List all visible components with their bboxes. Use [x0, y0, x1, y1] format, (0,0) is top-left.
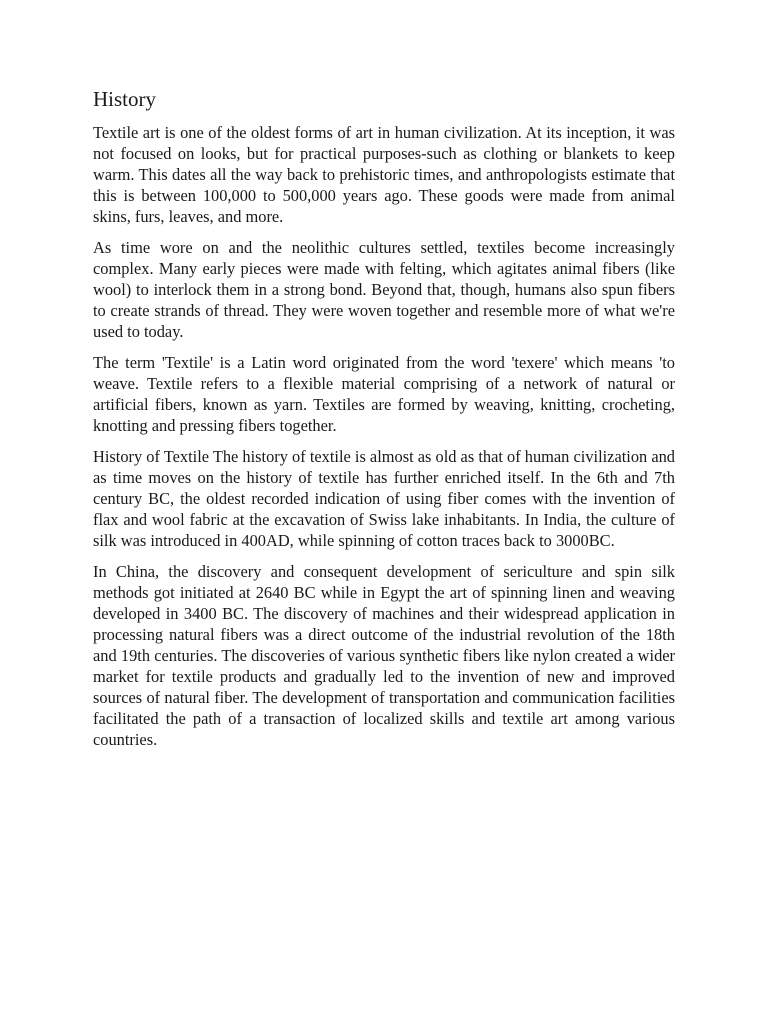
- section-heading: History: [93, 87, 156, 111]
- paragraph-history-of-textile: History of Textile The history of textile is almost as old as that of human civilization and as time moves on the history of textile has further enriched itself. In the 6th and 7th century BC, the oldest recorded indication of using fiber comes with the invention of flax and wool fabric at the excavation of Swiss lake inhabitants. In India, the culture of silk was introduced in 400AD, while spinning of cotton traces back to 3000BC.: [93, 447, 675, 550]
- paragraph-neolithic: As time wore on and the neolithic cultures settled, textiles become increasingly complex. Many early pieces were made with felting, which agitates animal fibers (like wool) to interlock them in a strong bond. Beyond that, though, humans also spun fibers to create strands of thread. They were woven together and resemble more of what we're used to today.: [93, 238, 675, 341]
- document-page: [93, 86, 675, 760]
- paragraph-origins: Textile art is one of the oldest forms of art in human civilization. At its inception, it was not focused on looks, but for practical purposes-such as clothing or blankets to keep warm. This dates all the way back to prehistoric times, and anthropologists estimate that this is between 100,000 to 500,000 years ago. These goods were made from animal skins, furs, leaves, and more.: [93, 123, 675, 226]
- paragraph-term-definition: The term 'Textile' is a Latin word originated from the word 'texere' which means 'to weave. Textile refers to a flexible material comprising of a network of natural or artificial fibers, known as yarn. Textiles are formed by weaving, knitting, crocheting, knotting and pressing fibers together.: [93, 353, 675, 435]
- paragraph-china-egypt: In China, the discovery and consequent development of sericulture and spin silk methods got initiated at 2640 BC while in Egypt the art of spinning linen and weaving developed in 3400 BC. The discovery of machines and their widespread application in processing natural fibers was a direct outcome of the industrial revolution of the 18th and 19th centuries. The discoveries of various synthetic fibers like nylon created a wider market for textile products and gradually led to the invention of new and improved sources of natural fiber. The development of transportation and communication facilities facilitated the path of a transaction of localized skills and textile art among various countries.: [93, 562, 675, 749]
